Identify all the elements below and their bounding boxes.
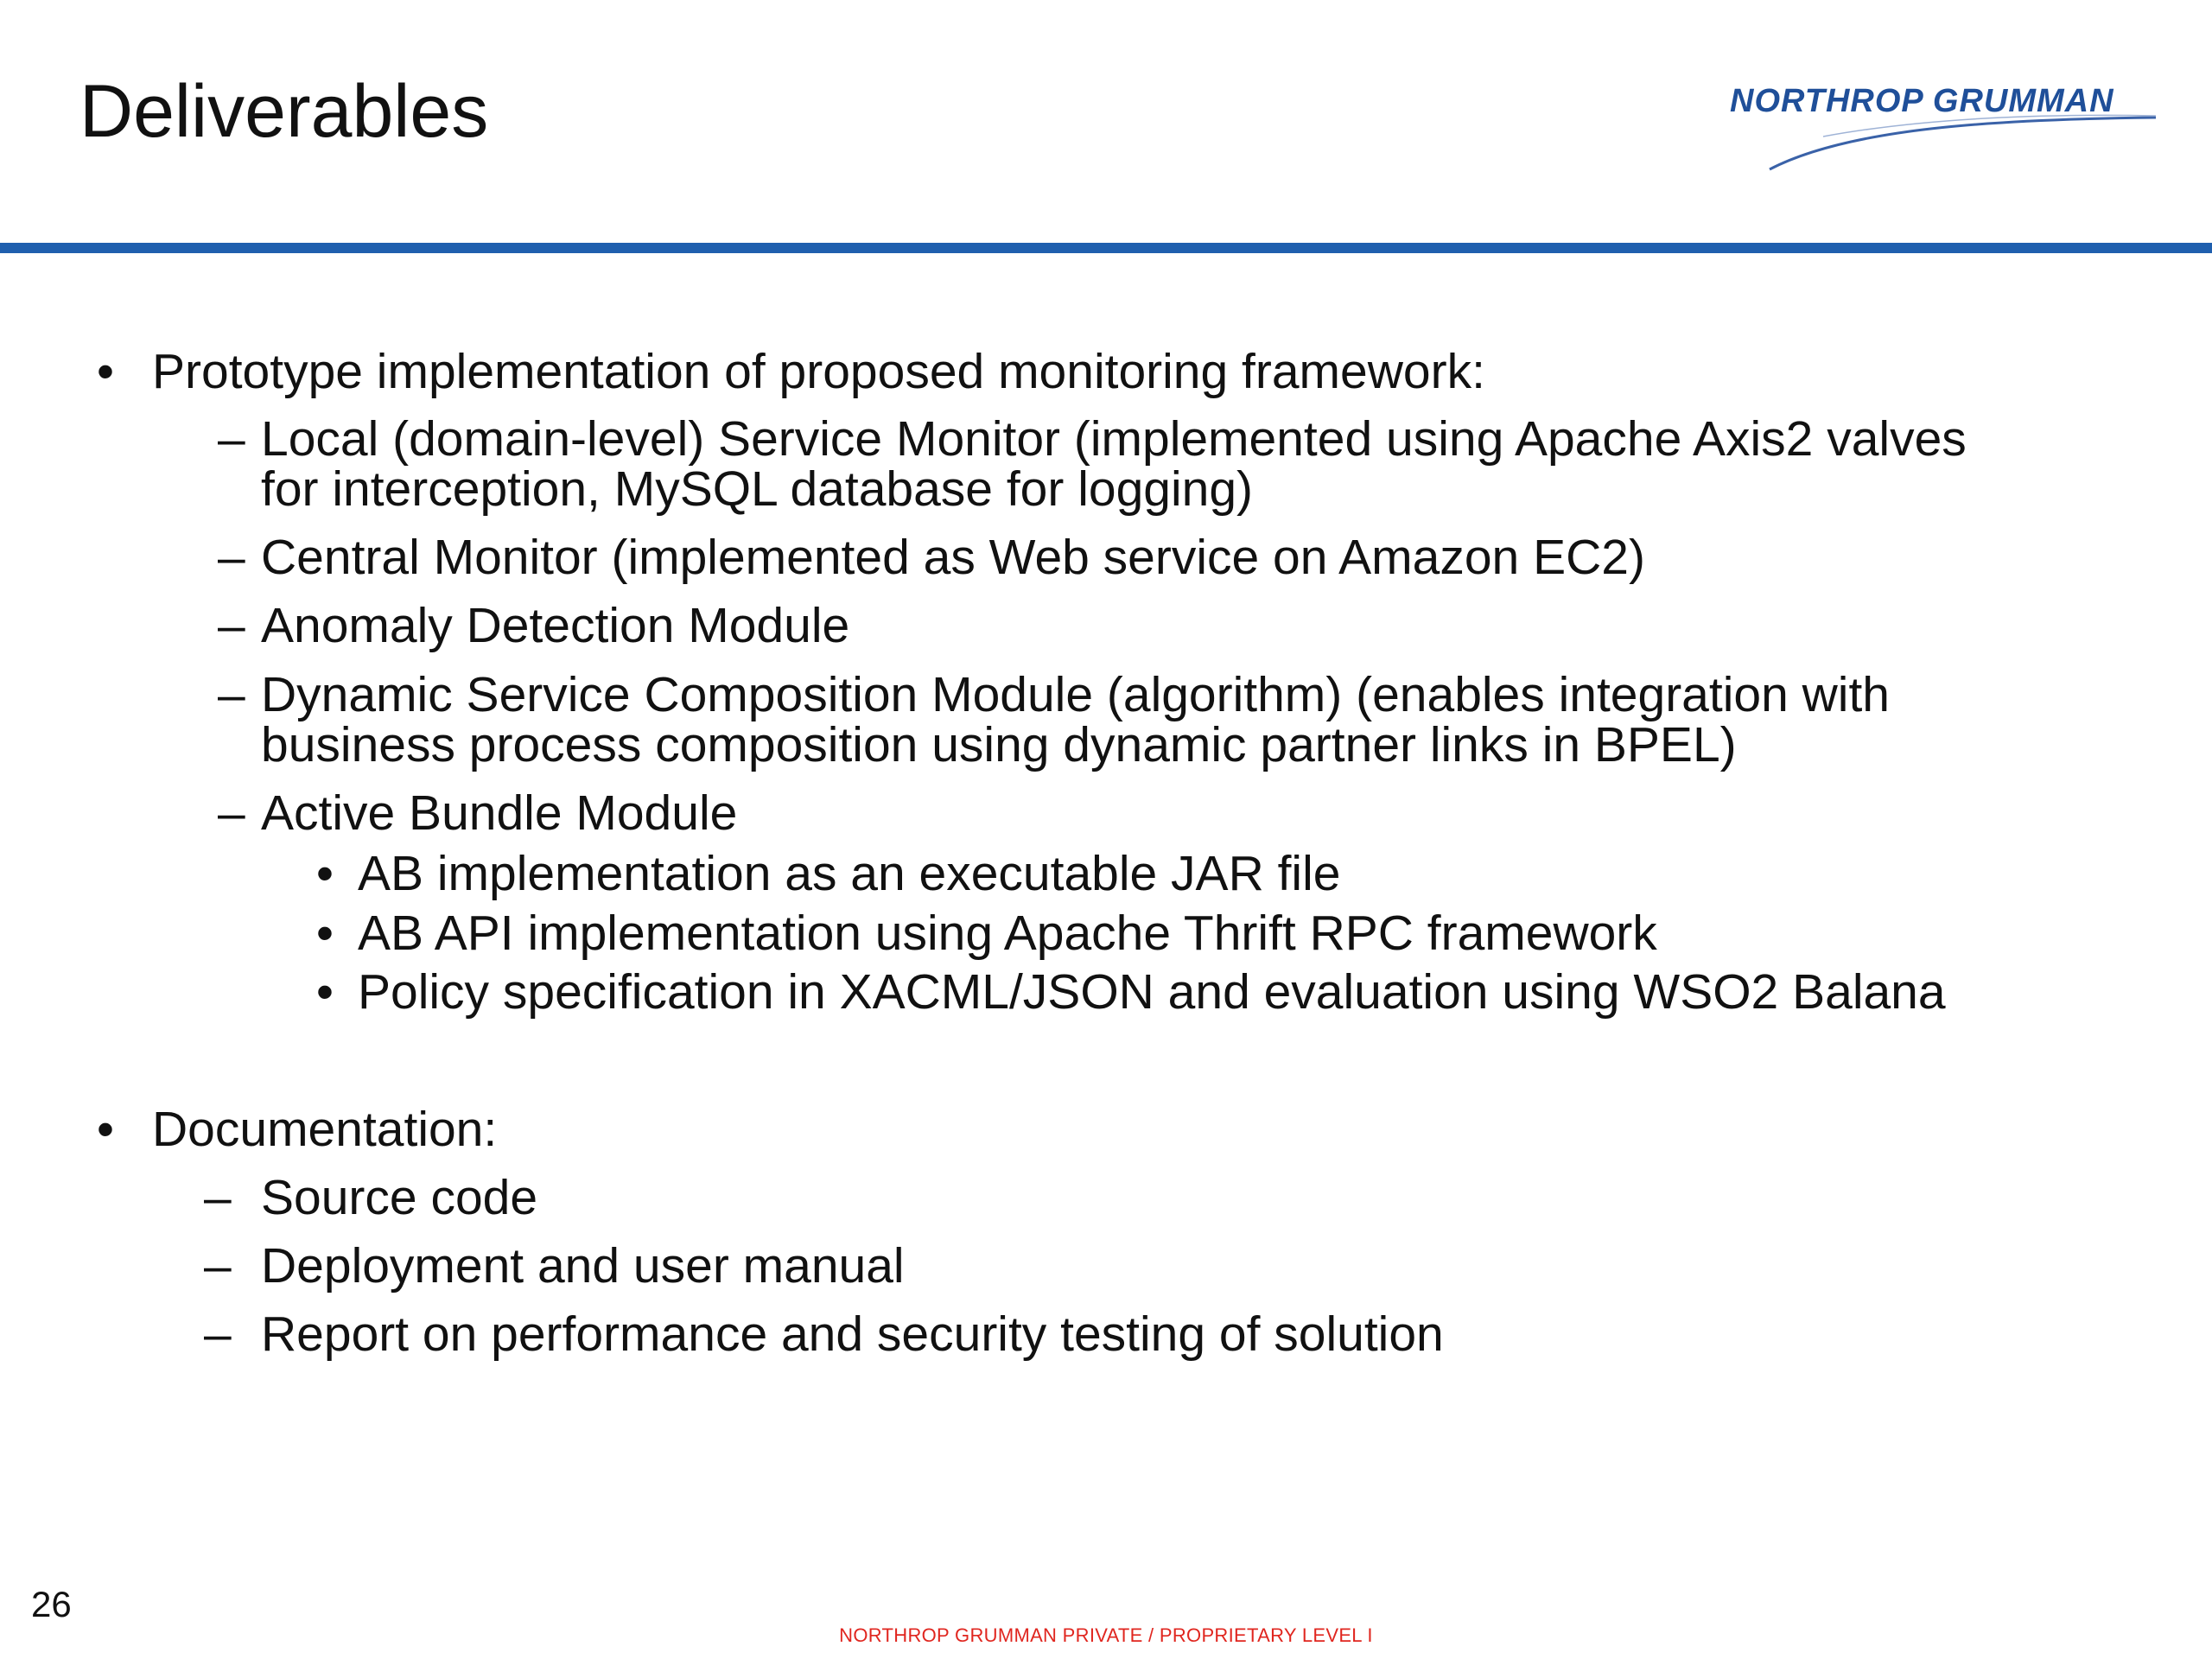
bullet-marker: • (97, 344, 114, 399)
bullet-text: Documentation: (152, 1102, 498, 1157)
sub-bullet-marker: • (316, 964, 334, 1020)
header-divider (0, 243, 2212, 253)
proprietary-footer: NORTHROP GRUMMAN PRIVATE / PROPRIETARY LEVEL I (839, 1624, 1373, 1646)
dash-marker: – (218, 667, 245, 722)
northrop-grumman-logo (1719, 76, 2169, 180)
slide-title: Deliverables (79, 70, 489, 153)
dash-marker: – (218, 785, 245, 841)
subitem-text: Central Monitor (implemented as Web service on Amazon EC2) (261, 530, 1645, 585)
sub-bullet-marker: • (316, 846, 334, 901)
sub-bullet-marker: • (316, 906, 334, 961)
sub-bullet-text: AB API implementation using Apache Thrift RPC framework (358, 906, 1657, 961)
dash-marker: – (204, 1170, 232, 1225)
subitem-text: Local (domain-level) Service Monitor (implemented using Apache Axis2 valves (261, 411, 1967, 467)
logo-text: NORTHROP GRUMMAN (1730, 83, 2114, 119)
subitem-text: Dynamic Service Composition Module (algorithm) (enables integration with (261, 667, 1890, 722)
page-number: 26 (31, 1584, 72, 1624)
dash-marker: – (204, 1238, 232, 1294)
dash-marker: – (218, 598, 245, 653)
subitem-text: Deployment and user manual (261, 1238, 905, 1294)
dash-marker: – (218, 530, 245, 585)
subitem-text-continued: business process composition using dynamic partner links in BPEL) (261, 717, 1737, 772)
sub-bullet-text: AB implementation as an executable JAR file (358, 846, 1341, 901)
subitem-text-continued: for interception, MySQL database for logging) (261, 461, 1254, 517)
bullet-marker: • (97, 1102, 114, 1157)
subitem-text: Source code (261, 1170, 538, 1225)
dash-marker: – (204, 1306, 232, 1362)
subitem-text: Anomaly Detection Module (261, 598, 850, 653)
sub-bullet-text: Policy specification in XACML/JSON and evaluation using WSO2 Balana (358, 964, 1946, 1020)
subitem-text: Report on performance and security testing of solution (261, 1306, 1444, 1362)
bullet-text: Prototype implementation of proposed monitoring framework: (152, 344, 1485, 399)
subitem-text: Active Bundle Module (261, 785, 738, 841)
dash-marker: – (218, 411, 245, 467)
